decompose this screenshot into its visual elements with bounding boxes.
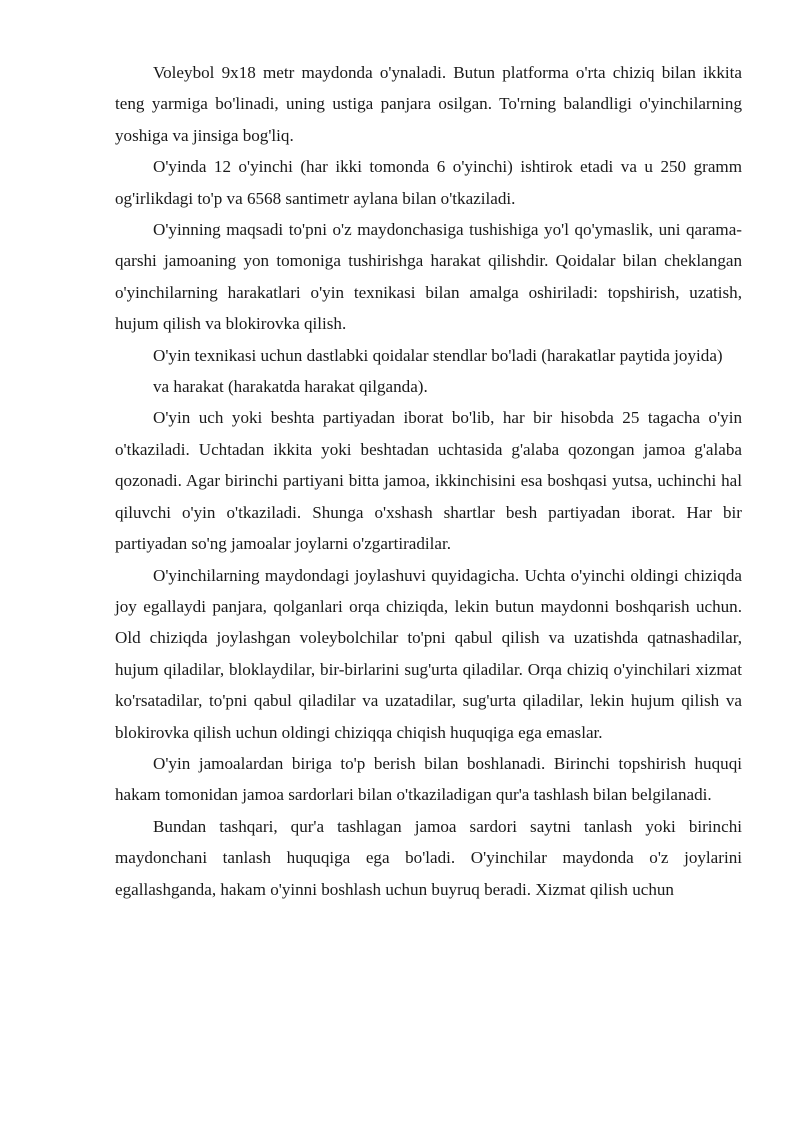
paragraph-players-count: O'yinda 12 o'yinchi (har ikki tomonda 6 o'yinchi) ishtirok etadi va u 250 gramm og'irlikdagi to'p va 6568 santimetr aylana bilan o'tkaziladi. <box>115 157 742 208</box>
paragraph-game-objective: O'yinning maqsadi to'pni o'z maydonchasiga tushishiga yo'l qo'ymaslik, uni qarama-qarshi jamoaning yon tomoniga tushirishga harakat qilishdir. Qoidalar bilan cheklangan o'yinchilarning harakatlari o'yin texnikasi bilan amalga oshiriladi: topshirish, uzatish, hujum qilish va blokirovka qilish. <box>115 220 742 334</box>
paragraph-court-dimensions: Voleybol 9x18 metr maydonda o'ynaladi. Butun platforma o'rta chiziq bilan ikkita teng yarmiga bo'linadi, uning ustiga panjara osilgan. To'rning balandligi o'yinchilarning yoshiga va jinsiga bog'liq. <box>115 63 742 145</box>
document-body <box>115 57 742 905</box>
paragraph-game-start: O'yin jamoalardan biriga to'p berish bilan boshlanadi. Birinchi topshirish huquqi hakam tomonidan jamoa sardorlari bilan o'tkaziladigan qur'a tashlash bilan belgilanadi. <box>115 753 742 805</box>
paragraph-captain-choice: Bundan tashqari, qur'a tashlagan jamoa sardori saytni tanlash yoki birinchi maydonchani tanlash huquqiga ega bo'ladi. O'yinchilar maydonda o'z joylarini egallashganda, hakam o'yinni boshlash uchun buyruq beradi. Xizmat qilish uchun <box>115 816 742 899</box>
paragraph-sets-rules: O'yin uch yoki beshta partiyadan iborat bo'lib, har bir hisobda 25 tagacha o'yin o'tkaziladi. Uchtadan ikkita yoki beshtadan uchtasida g'alaba qozongan jamoa g'alaba qozonadi. Agar birinchi partiyani bitta jamoa, ikkinchisini esa boshqasi yutsa, uchinchi hal qiluvchi o'yin o'tkaziladi. Shunga o'xshash shartlar besh partiyadan iborat. Har bir partiyadan so'ng jamoalar joylarni o'zgartiradilar. <box>115 408 742 554</box>
paragraph-player-positions: O'yinchilarning maydondagi joylashuvi quyidagicha. Uchta o'yinchi oldingi chiziqda joy egallaydi panjara, qolganlari orqa chiziqda, lekin butun maydonni boshqarish uchun. Old chiziqda joylashgan voleybolchilar to'pni qabul qilish va uzatishda qatnashadilar, hujum qiladilar, bloklaydilar, bir-birlarini sug'urta qiladilar. Orqa chiziq o'yinchilari xizmat ko'rsatadilar, to'pni qabul qiladilar va uzatadilar, sug'urta qiladilar, lekin hujum qilish va blokirovka qilish uchun oldingi chiziqqa chiqish huquqiga ega emaslar. <box>115 565 742 742</box>
paragraph-technique-basics: O'yin texnikasi uchun dastlabki qoidalar stendlar bo'ladi (harakatlar paytida joyida) va harakat (harakatda harakat qilganda). <box>153 345 723 397</box>
